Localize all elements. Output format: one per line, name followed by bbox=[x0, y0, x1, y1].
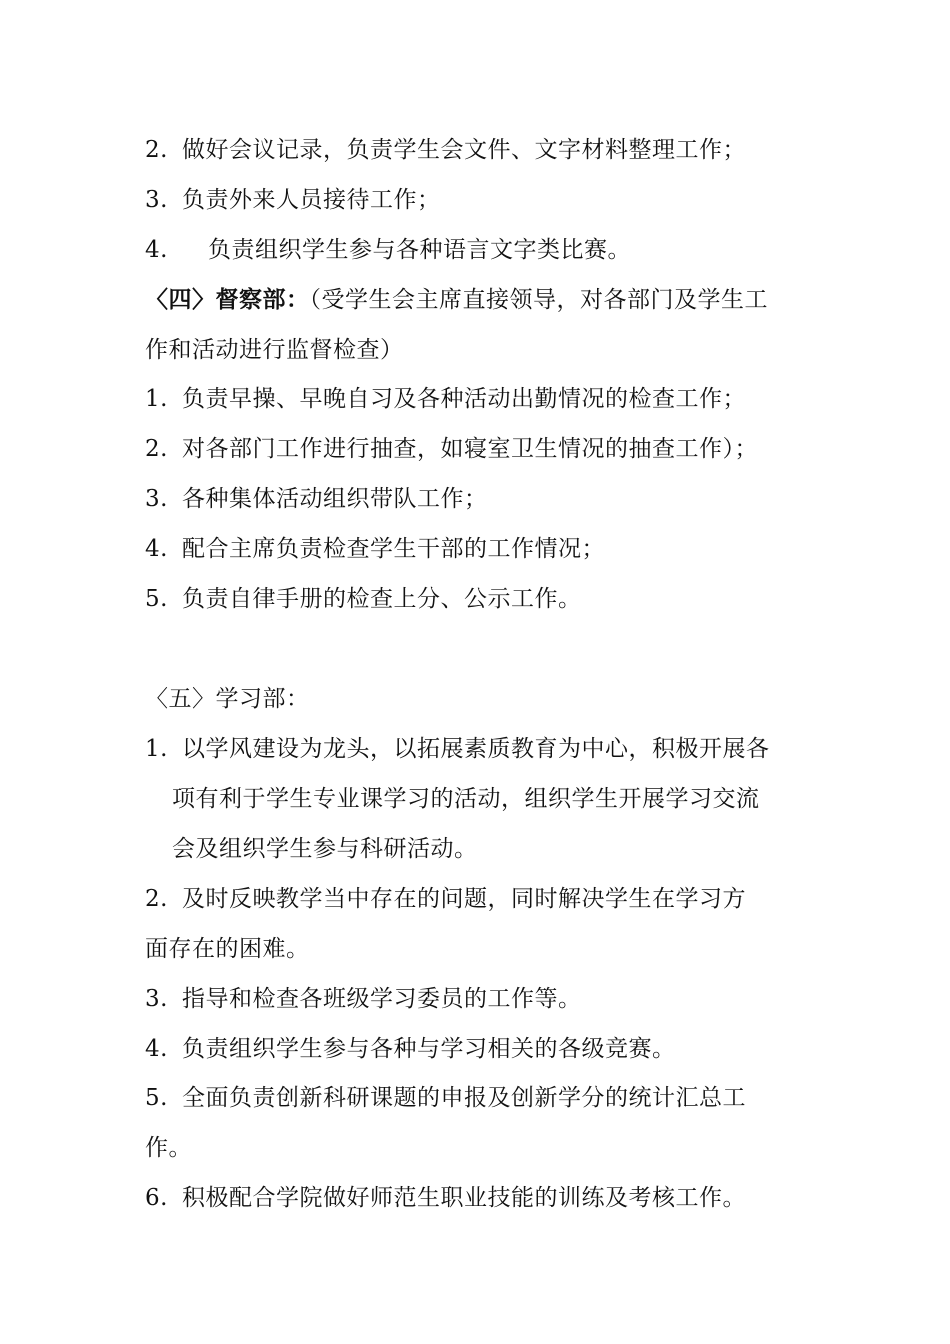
item-text: 负责早操、早晚自习及各种活动出勤情况的检查工作； bbox=[181, 386, 746, 412]
item-number: 6. bbox=[145, 1185, 168, 1211]
item-text: 做好会议记录，负责学生会文件、文字材料整理工作； bbox=[181, 137, 746, 163]
list-item bbox=[145, 735, 825, 763]
item-text: 指导和检查各班级学习委员的工作等。 bbox=[181, 986, 582, 1012]
section-heading: 〈四〉督察部： bbox=[145, 286, 310, 313]
item-text: 负责自律手册的检查上分、公示工作。 bbox=[181, 586, 582, 612]
item-text: 负责组织学生参与各种与学习相关的各级竞赛。 bbox=[181, 1036, 676, 1062]
item-number: 2. bbox=[145, 436, 168, 462]
list-item bbox=[145, 985, 825, 1013]
list-item bbox=[145, 885, 825, 913]
section-heading-line bbox=[145, 685, 825, 713]
item-text: 负责外来人员接待工作； bbox=[181, 187, 441, 213]
item-text: 负责组织学生参与各种语言文字类比赛。 bbox=[207, 237, 631, 263]
list-item-continued bbox=[172, 835, 852, 863]
item-number: 5. bbox=[145, 586, 168, 612]
list-item-continued bbox=[172, 785, 852, 813]
item-number: 3. bbox=[145, 486, 168, 512]
list-item bbox=[145, 485, 825, 513]
item-number: 1. bbox=[145, 386, 168, 412]
section-heading-line bbox=[145, 286, 825, 314]
item-number: 4. bbox=[145, 237, 168, 263]
list-item bbox=[145, 535, 825, 563]
list-item bbox=[145, 1184, 825, 1212]
item-text: 积极配合学院做好师范生职业技能的训练及考核工作。 bbox=[181, 1185, 746, 1211]
item-text: 以学风建设为龙头，以拓展素质教育为中心，积极开展各 bbox=[181, 736, 770, 762]
list-item bbox=[145, 236, 825, 264]
item-text: 各种集体活动组织带队工作； bbox=[181, 486, 488, 512]
list-item bbox=[145, 1084, 825, 1112]
item-number: 3. bbox=[145, 187, 168, 213]
item-text: 会及组织学生参与科研活动。 bbox=[172, 836, 478, 862]
list-item-continued bbox=[145, 1134, 825, 1162]
list-item-continued bbox=[145, 935, 825, 963]
list-item bbox=[145, 186, 825, 214]
item-number: 1. bbox=[145, 736, 168, 762]
item-text: 作。 bbox=[145, 1135, 192, 1161]
list-item bbox=[145, 385, 825, 413]
list-item bbox=[145, 1035, 825, 1063]
item-number: 2. bbox=[145, 886, 168, 912]
section-description: （受学生会主席直接领导，对各部门及学生工 bbox=[309, 287, 768, 313]
item-number: 4. bbox=[145, 1036, 168, 1062]
item-number: 4. bbox=[145, 536, 168, 562]
item-text: 面存在的困难。 bbox=[145, 936, 310, 962]
section-description-continued bbox=[145, 336, 825, 364]
section-description-line2: 作和活动进行监督检查） bbox=[145, 337, 404, 363]
section-heading: 〈五〉学习部： bbox=[145, 686, 310, 712]
item-text: 及时反映教学当中存在的问题，同时解决学生在学习方 bbox=[181, 886, 746, 912]
item-text: 对各部门工作进行抽查，如寝室卫生情况的抽查工作）； bbox=[181, 436, 758, 462]
item-text: 全面负责创新科研课题的申报及创新学分的统计汇总工 bbox=[181, 1085, 746, 1111]
item-text: 配合主席负责检查学生干部的工作情况； bbox=[181, 536, 605, 562]
item-number: 2. bbox=[145, 137, 168, 163]
item-number: 3. bbox=[145, 986, 168, 1012]
list-item bbox=[145, 585, 825, 613]
item-number: 5. bbox=[145, 1085, 168, 1111]
item-text: 项有利于学生专业课学习的活动，组织学生开展学习交流 bbox=[172, 786, 760, 812]
list-item bbox=[145, 136, 825, 164]
list-item bbox=[145, 435, 825, 463]
